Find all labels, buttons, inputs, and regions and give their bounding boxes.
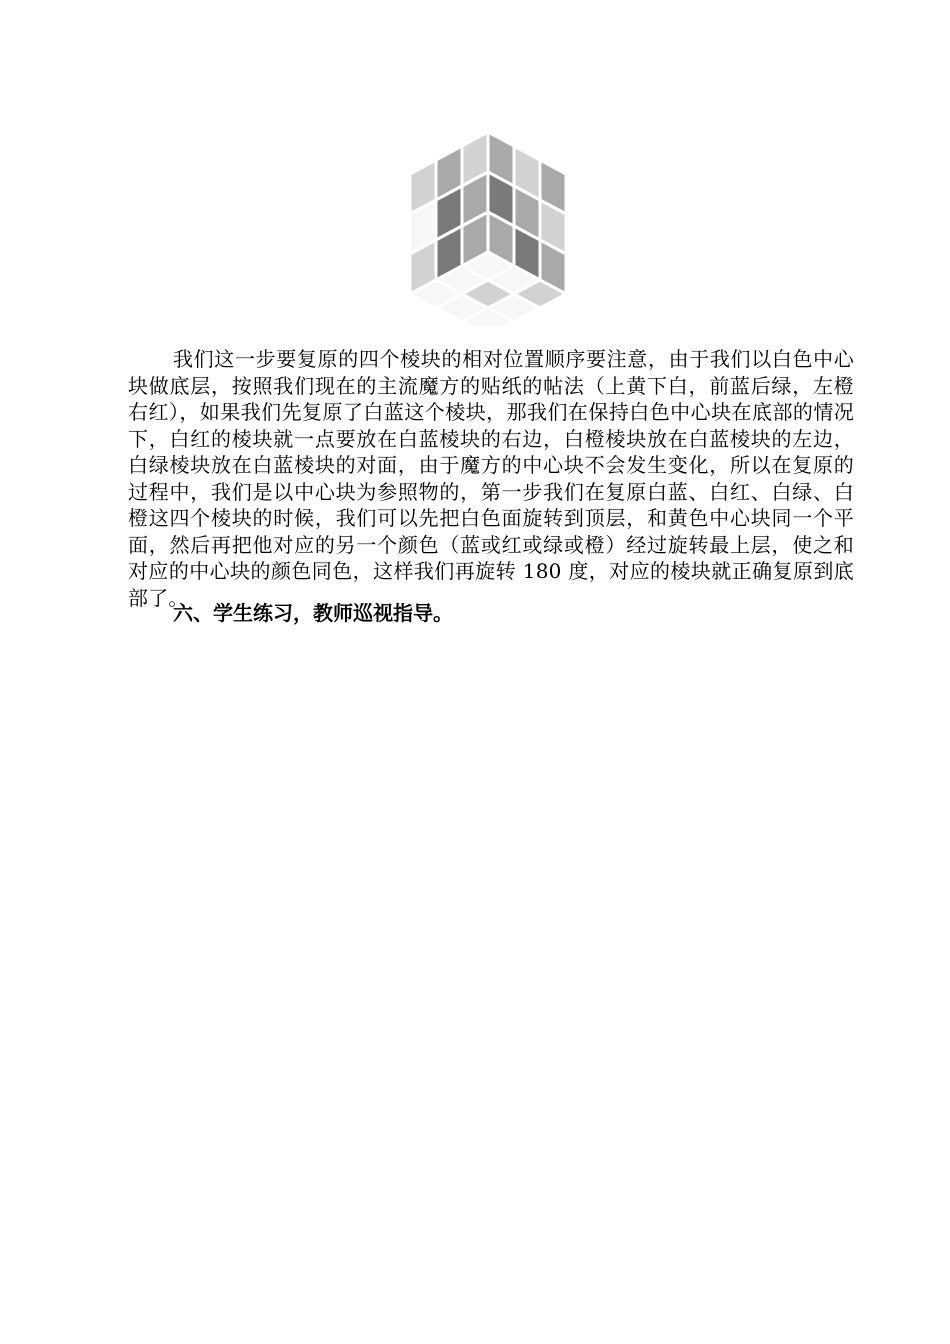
rubiks-cube-figure <box>396 130 580 326</box>
section-heading: 六、学生练习，教师巡视指导。 <box>173 601 453 625</box>
body-paragraph: 我们这一步要复原的四个棱块的相对位置顺序要注意，由于我们以白色中心块做底层，按照我们现在的主流魔方的贴纸的帖法（上黄下白，前蓝后绿，左橙右红），如果我们先复原了白蓝这个棱块，那我们在保持白色中心块在底部的情况下，白红的棱块就一点要放在白蓝棱块的右边，白橙棱块放在白蓝棱块的左边，白绿棱块放在白蓝棱块的对面，由于魔方的中心块不会发生变化，所以在复原的过程中，我们是以中心块为参照物的，第一步我们在复原白蓝、白红、白绿、白橙这四个棱块的时候，我们可以先把白色面旋转到顶层，和黄色中心块同一个平面，然后再把他对应的另一个颜色（蓝或红或绿或橙）经过旋转最上层，使之和对应的中心块的颜色同色，这样我们再旋转 180 度，对应的棱块就正确复原到底部了。 <box>128 347 854 610</box>
rubiks-cube-icon <box>396 130 580 326</box>
